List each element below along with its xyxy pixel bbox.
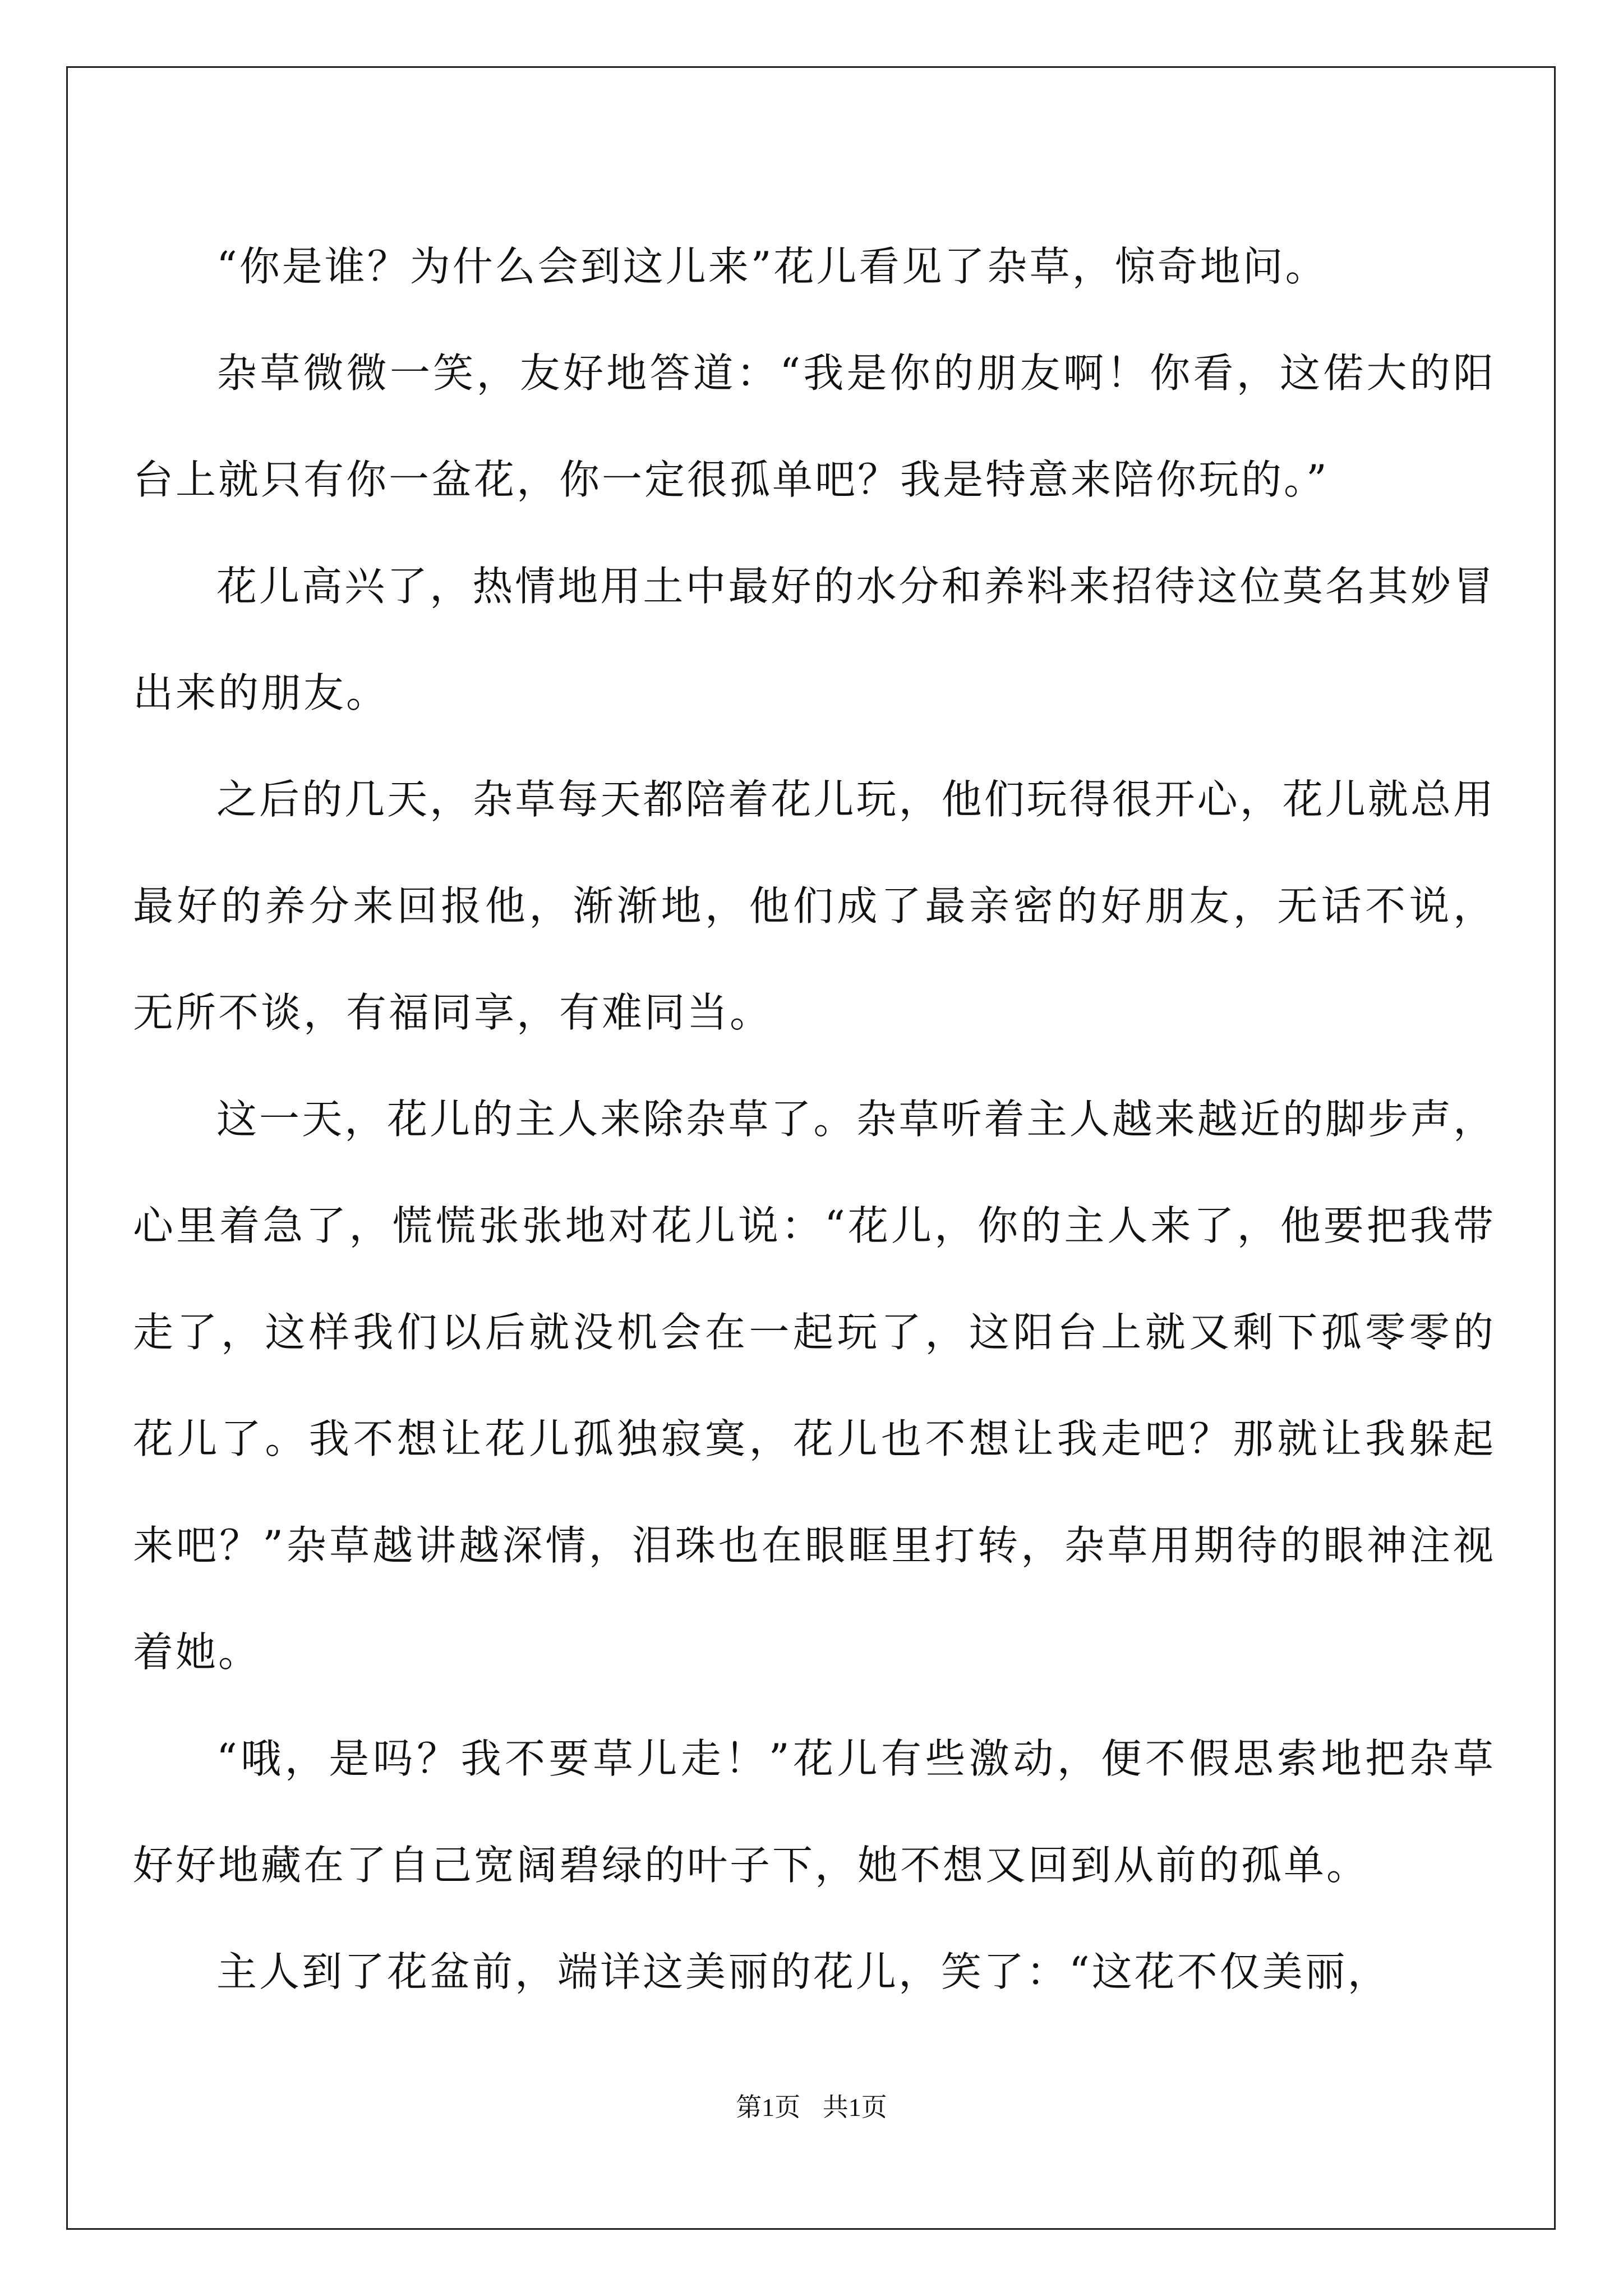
- paragraph: 花儿高兴了，热情地用土中最好的水分和养料来招待这位莫名其妙冒出来的朋友。: [133, 563, 1496, 716]
- document-body: [133, 213, 1496, 2025]
- page-number-total: 共1页: [822, 2093, 887, 2122]
- page-number-current: 第1页: [736, 2093, 801, 2122]
- paragraph: 主人到了花盆前，端详这美丽的花儿，笑了：“这花不仅美丽，: [216, 1948, 1390, 1995]
- paragraph: “你是谁？为什么会到这儿来”花儿看见了杂草，惊奇地问。: [216, 243, 1328, 290]
- paragraph: 之后的几天，杂草每天都陪着花儿玩，他们玩得很开心，花儿就总用最好的养分来回报他，渐渐地，他们成了最亲密的好朋友，无话不说，无所不谈，有福同享，有难同当。: [133, 776, 1496, 1036]
- paragraph: 杂草微微一笑，友好地答道：“我是你的朋友啊！你看，这偌大的阳台上就只有你一盆花，你一定很孤单吧？我是特意来陪你玩的。”: [133, 349, 1496, 503]
- paragraph: 这一天，花儿的主人来除杂草了。杂草听着主人越来越近的脚步声，心里着急了，慌慌张张地对花儿说：“花儿，你的主人来了，他要把我带走了，这样我们以后就没机会在一起玩了，这阳台上就又剩下孤零零的花儿了。我不想让花儿孤独寂寞，花儿也不想让我走吧？那就让我躲起来吧？”杂草越讲越深情，泪珠也在眼眶里打转，杂草用期待的眼神注视着她。: [133, 1096, 1496, 1676]
- paragraph: “哦，是吗？我不要草儿走！”花儿有些激动，便不假思索地把杂草好好地藏在了自己宽阔碧绿的叶子下，她不想又回到从前的孤单。: [133, 1735, 1496, 1889]
- page-footer: [0, 2087, 1623, 2124]
